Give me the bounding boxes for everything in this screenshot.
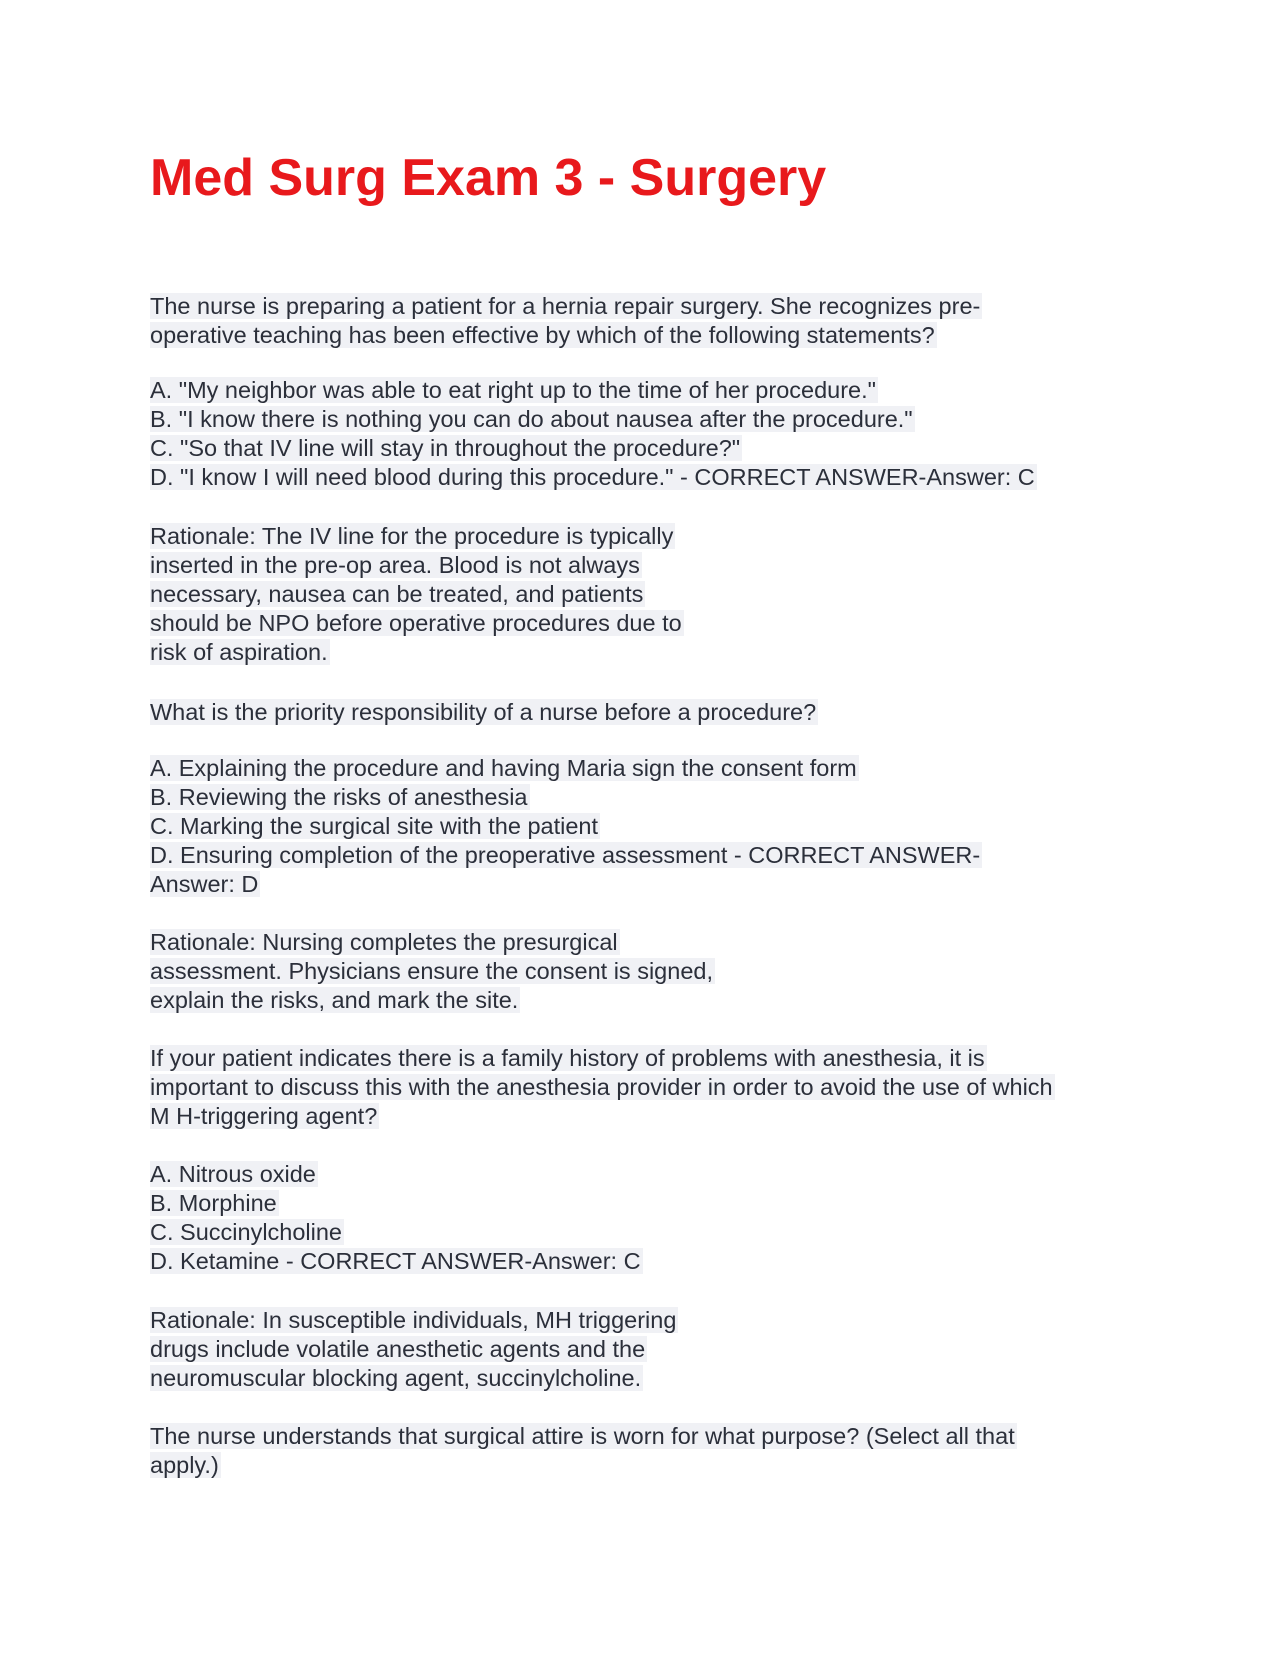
text-line: neuromuscular blocking agent, succinylcholine.	[150, 1365, 642, 1391]
text-line: drugs include volatile anesthetic agents and the	[150, 1336, 646, 1362]
text-line: The nurse is preparing a patient for a hernia repair surgery. She recognizes pre-	[150, 293, 981, 319]
text-line: operative teaching has been effective by which of the following statements?	[150, 322, 935, 348]
question-1	[150, 292, 982, 350]
option-a: A. Explaining the procedure and having Maria sign the consent form	[150, 755, 857, 781]
text-line: Rationale: The IV line for the procedure is typically	[150, 523, 674, 549]
option-b: B. Reviewing the risks of anesthesia	[150, 784, 528, 810]
option-d-answer: D. Ketamine - CORRECT ANSWER-Answer: C	[150, 1248, 641, 1274]
options-3	[150, 1160, 643, 1276]
option-c: C. "So that IV line will stay in throughout the procedure?"	[150, 435, 741, 461]
option-b: B. "I know there is nothing you can do about nausea after the procedure."	[150, 406, 913, 432]
text-line: If your patient indicates there is a family history of problems with anesthesia, it is	[150, 1045, 985, 1071]
document-title: Med Surg Exam 3 - Surgery	[150, 149, 827, 207]
rationale-1	[150, 522, 684, 667]
question-4	[150, 1422, 1017, 1480]
option-d-answer: D. Ensuring completion of the preoperative assessment - CORRECT ANSWER-	[150, 842, 981, 868]
text-line: assessment. Physicians ensure the consent is signed,	[150, 958, 713, 984]
text-line: should be NPO before operative procedures due to	[150, 610, 682, 636]
option-a: A. "My neighbor was able to eat right up to the time of her procedure."	[150, 377, 876, 403]
text-line: apply.)	[150, 1452, 219, 1478]
text-line: The nurse understands that surgical attire is worn for what purpose? (Select all that	[150, 1423, 1015, 1449]
question-2	[150, 698, 818, 727]
text-line: What is the priority responsibility of a nurse before a procedure?	[150, 699, 817, 725]
text-line: explain the risks, and mark the site.	[150, 987, 519, 1013]
text-line: Rationale: In susceptible individuals, MH triggering	[150, 1307, 677, 1333]
text-line: M H-triggering agent?	[150, 1103, 378, 1129]
answer-line: Answer: D	[150, 871, 259, 897]
option-c: C. Marking the surgical site with the patient	[150, 813, 599, 839]
option-d-answer: D. "I know I will need blood during this procedure." - CORRECT ANSWER-Answer: C	[150, 464, 1035, 490]
text-line: necessary, nausea can be treated, and patients	[150, 581, 644, 607]
option-b: B. Morphine	[150, 1190, 277, 1216]
option-a: A. Nitrous oxide	[150, 1161, 316, 1187]
text-line: risk of aspiration.	[150, 639, 328, 665]
rationale-3	[150, 1306, 678, 1393]
option-c: C. Succinylcholine	[150, 1219, 343, 1245]
text-line: inserted in the pre-op area. Blood is not always	[150, 552, 640, 578]
options-1	[150, 376, 1037, 492]
rationale-2	[150, 928, 715, 1015]
text-line: important to discuss this with the anesthesia provider in order to avoid the use of which	[150, 1074, 1053, 1100]
text-line: Rationale: Nursing completes the presurgical	[150, 929, 618, 955]
question-3	[150, 1044, 1055, 1131]
options-2	[150, 754, 982, 899]
